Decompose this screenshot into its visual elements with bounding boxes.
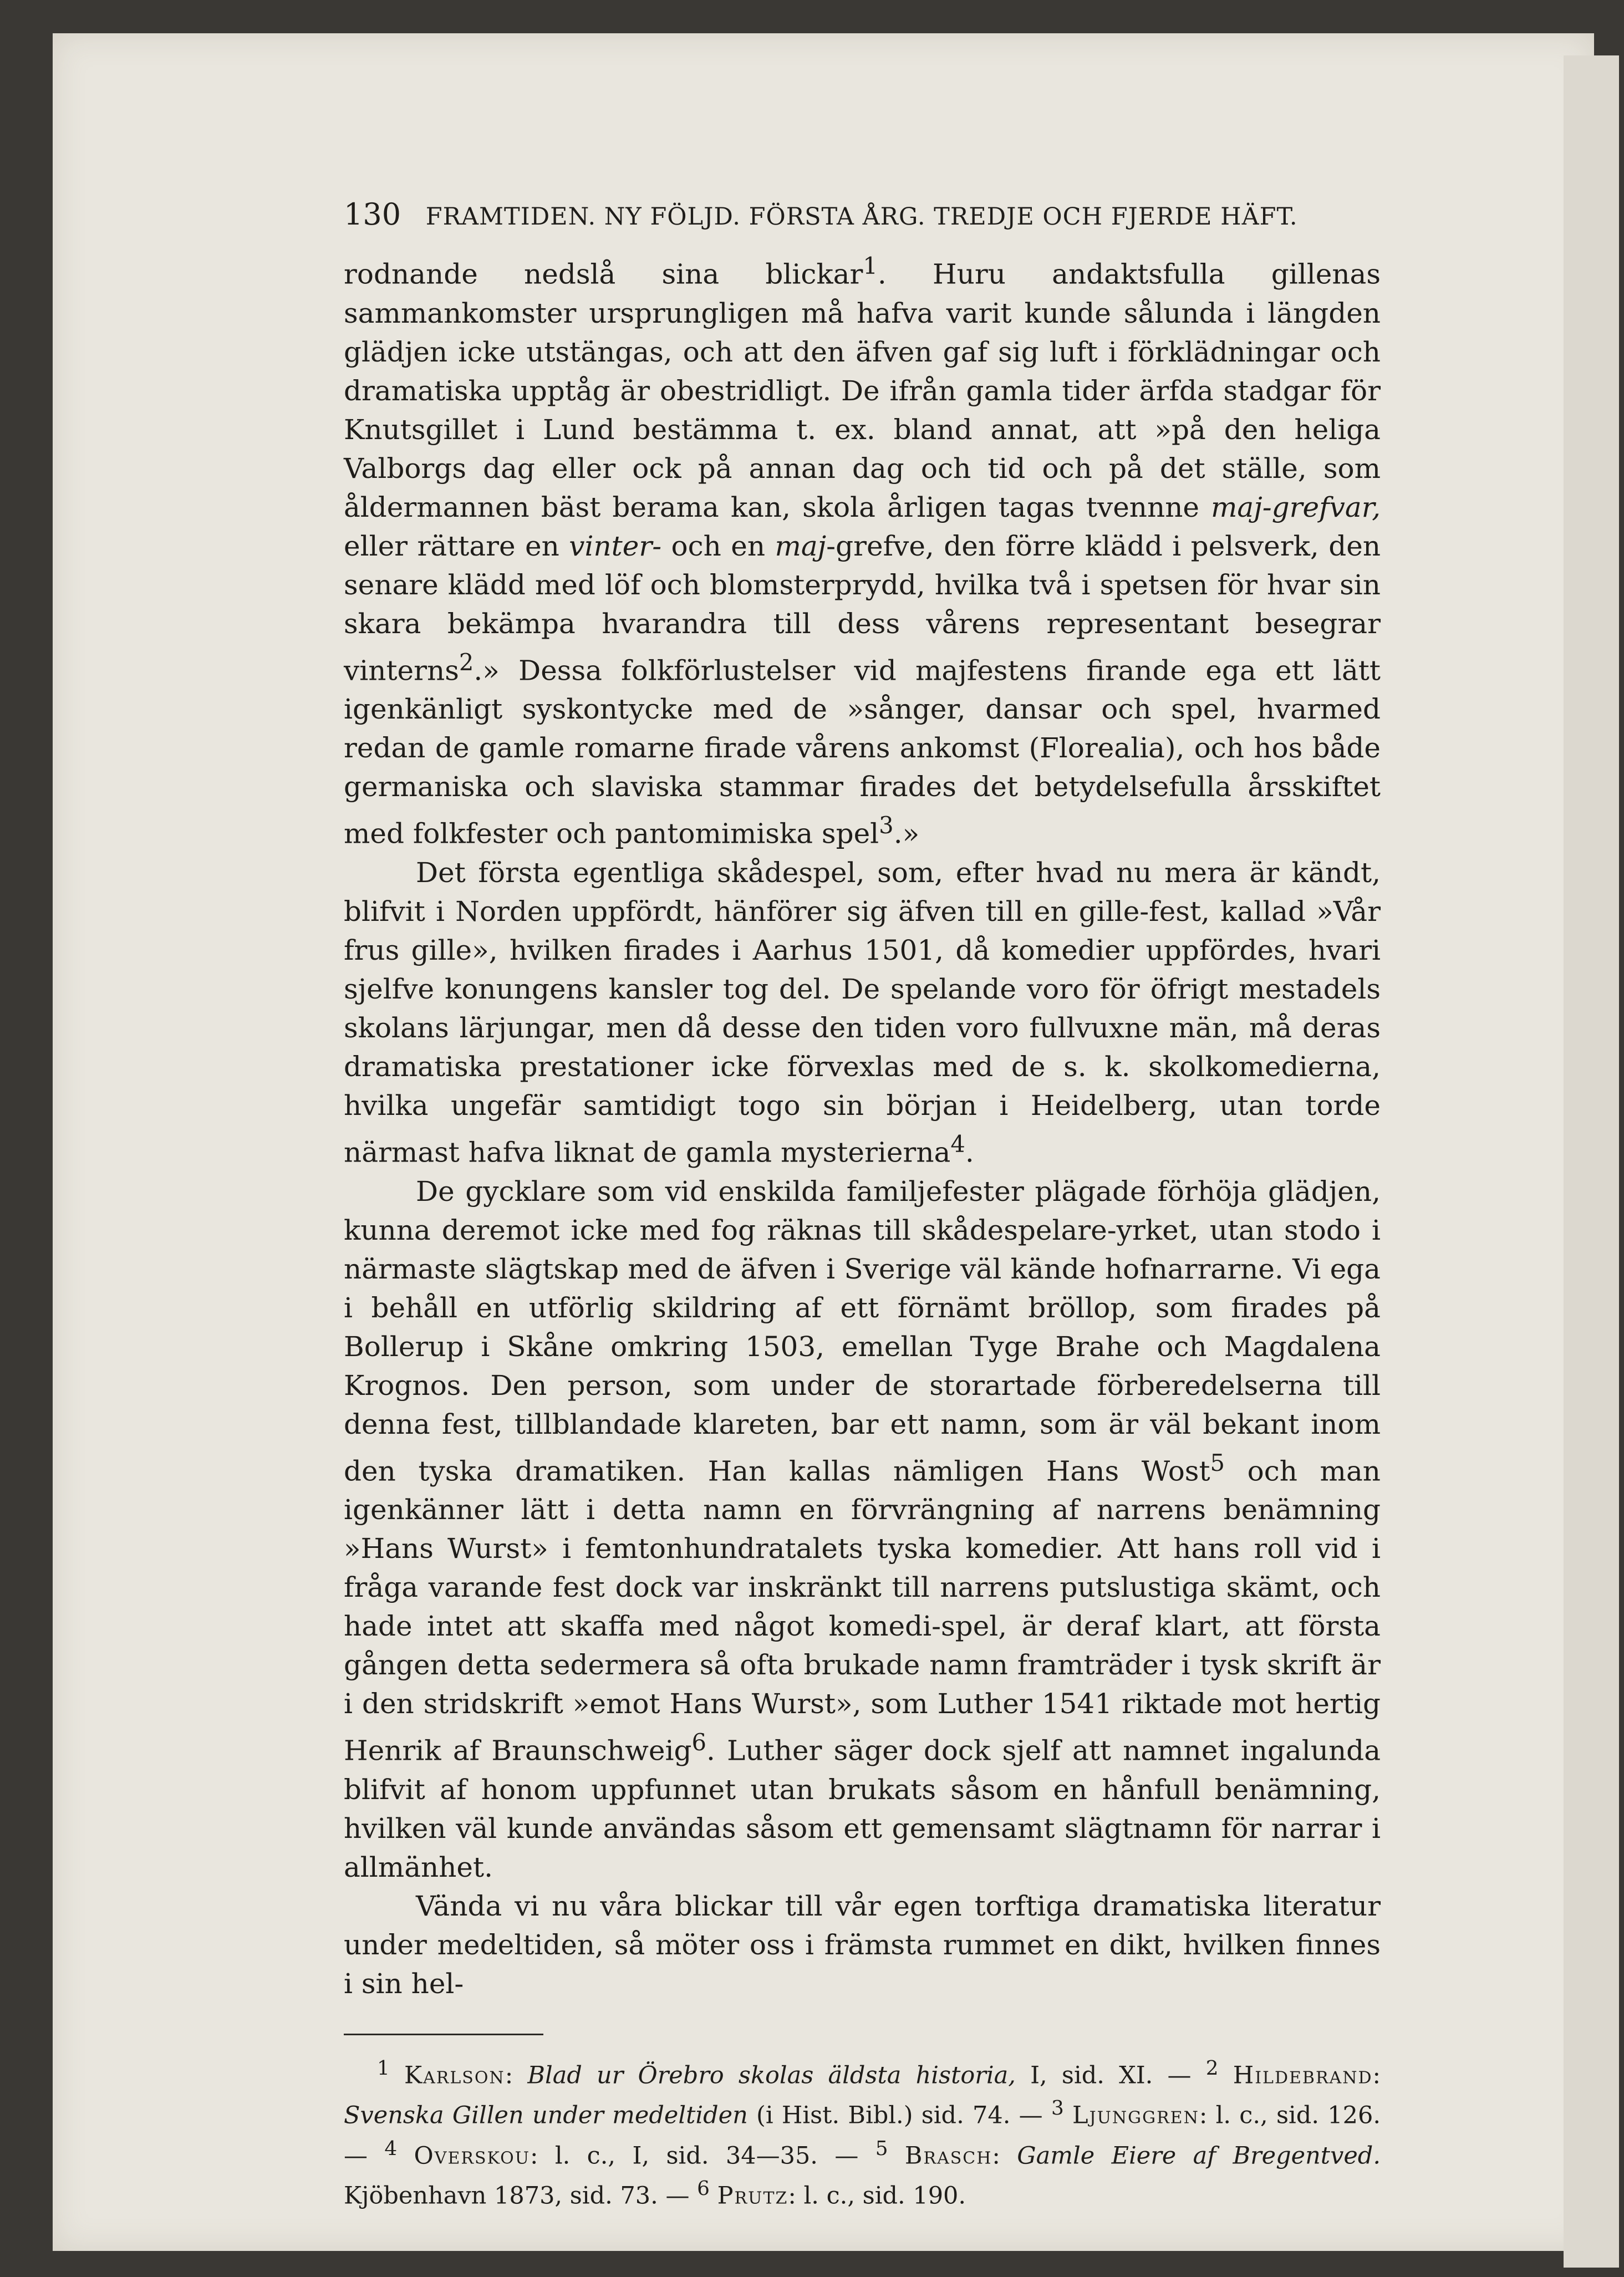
footnote-ref: 4 xyxy=(950,1130,965,1158)
running-head xyxy=(344,197,1381,247)
footnote-ref: 3 xyxy=(879,812,894,839)
page-number: 130 xyxy=(344,197,401,232)
next-page-edge xyxy=(1564,55,1619,2268)
footnote-ref: 2 xyxy=(459,648,474,676)
paragraph-1: rodnande nedslå sina blickar$^1$. Huru andaktsfulla gillenas sammankomster ursprungligen må hafva varit kunde sålunda i längden glädjen icke utstängas, och att den äfven gaf sig luft i förklädningar och dramatiska upptåg är obestridligt. De ifrån gamla tider ärfda stadgar för Knutsgillet i Lund bestämma t. ex. bland annat, att »på den heliga Valborgs dag eller ock på annan dag och tid och på det ställe, som åldermannen bäst berama kan, skola årligen tagas tvennne maj-grefvar, eller rättare en vinter- och en maj-grefve, den förre klädd i pelsverk, den senare klädd med löf och blomsterprydd, hvilka två i spetsen för hvar sin skara bekämpa hvarandra till dess vårens representant besegrar vinterns$^2$.» Dessa folkförlustelser vid majfestens firande ega ett lätt igenkänligt syskontycke med de »sånger, dansar och spel, hvarmed redan de gamle romarne firade vårens ankomst (Florealia), och hos både germaniska och slaviska stammar firades det betydelsefulla årsskiftet med folkfester och pantomimiska spel$^3$.» xyxy=(344,252,1381,850)
footnote-divider xyxy=(344,2034,543,2035)
footnote-ref: 5 xyxy=(1210,1449,1225,1476)
footnote-ref: 6 xyxy=(691,1729,707,1756)
paragraph-4: Vända vi nu våra blickar till vår egen torftiga dramatiska literatur under medeltiden, så möter oss i främsta rummet en dikt, hvilken finnes i sin hel- xyxy=(344,1889,1381,2000)
paragraph-2: Det första egentliga skådespel, som, efter hvad nu mera är kändt, blifvit i Norden uppfördt, hänförer sig äfven till en gille-fest, kallad »Vår frus gille», hvilken firades i Aarhus 1501, då komedier uppfördes, hvari sjelfve konungens kansler tog del. De spelande voro för öfrigt mestadels skolans lärjungar, men då desse den tiden voro fullvuxne män, må deras dramatiska prestationer icke förvexlas med de s. k. skolkomedierna, hvilka ungefär samtidigt togo sin början i Heidelberg, utan torde närmast hafva liknat de gamla mysterierna$^4$. xyxy=(344,856,1381,1169)
paragraph-3: De gycklare som vid enskilda familjefester plägade förhöja glädjen, kunna deremot icke med fog räknas till skådespelare-yrket, utan stodo i närmaste slägtskap med de äfven i Sverige väl kände hofnarrarne. Vi ega i behåll en utförlig skildring af ett förnämt bröllop, som firades på Bollerup i Skåne omkring 1503, emellan Tyge Brahe och Magdalena Krognos. Den person, som under de storartade förberedelserna till denna fest, tillblandade klareten, bar ett namn, som är väl bekant inom den tyska dramatiken. Han kallas nämligen Hans Wost$^5$ och man igenkänner lätt i detta namn en förvrängning af narrens benämning »Hans Wurst» i femtonhundratalets tyska komedier. Att hans roll vid i fråga varande fest dock var inskränkt till narrens putslustiga skämt, och hade intet att skaffa med något komedi-spel, är deraf klart, att första gången detta sedermera så ofta brukade namn framträder i tysk skrift är i den stridskrift »emot Hans Wurst», som Luther 1541 riktade mot hertig Henrik af Braunschweig$^6$. Luther säger dock sjelf att namnet ingalunda blifvit af honom uppfunnet utan brukats såsom en hånfull benämning, hvilken väl kunde användas såsom ett gemensamt slägtnamn för narrar i allmänhet. xyxy=(344,1175,1381,1883)
text-block xyxy=(344,197,1381,2212)
footnote-ref: 1 xyxy=(863,252,878,279)
running-title: FRAMTIDEN. NY FÖLJD. FÖRSTA ÅRG. TREDJE OCH FJERDE HÄFT. xyxy=(425,203,1298,231)
footnotes: $^1$ Karlson: Blad ur Örebro skolas äldsta historia, I, sid. XI. — $^2$ Hildebrand: Svenska Gillen under medeltiden (i Hist. Bibl.) sid. 74. — $^3$ Ljunggren: l. c., sid. 126. — $^4$ Overskou: l. c., I, sid. 34—35. — $^5$ Brasch: Gamle Eiere af Bregentved. Kjöbenhavn 1873, sid. 73. — $^6$ Prutz: l. c., sid. 190. xyxy=(344,2056,1381,2210)
